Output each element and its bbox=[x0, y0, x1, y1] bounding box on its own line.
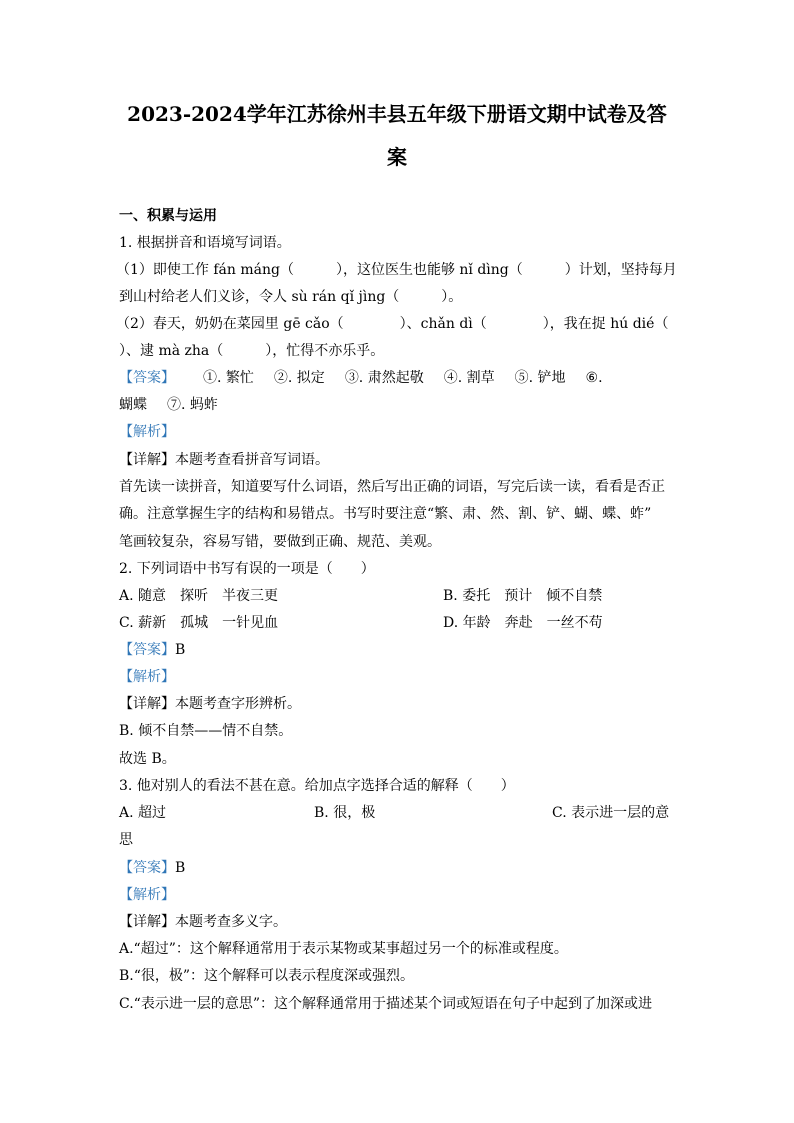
explanation-text: C.“表示进一层的意思”：这个解释通常用于描述某个词或短语在句子中起到了加深或进 bbox=[119, 996, 652, 1012]
analysis-label: 【解析】 bbox=[119, 424, 175, 440]
q1-answer-cont bbox=[119, 395, 238, 415]
explanation-text: B.“很，极”：这个解释可以表示程度深或强烈。 bbox=[119, 968, 415, 984]
analysis-label: 【解析】 bbox=[119, 887, 175, 903]
section-heading: 一、积累与运用 bbox=[119, 208, 217, 224]
explanation-text: 笔画较复杂，容易写错，要做到正确、规范、美观。 bbox=[119, 534, 441, 550]
q1-stem: 1. 根据拼音和语境写词语。 bbox=[119, 235, 291, 251]
detail-text: 【详解】本题考查多义字。 bbox=[119, 914, 287, 930]
q2-stem: 2. 下列词语中书写有误的一项是（ ） bbox=[119, 561, 375, 577]
explanation-text: 确。注意掌握生字的结构和易错点。书写时要注意“繁、肃、然、割、铲、蝴、蝶、蚱” bbox=[119, 506, 652, 522]
answer-label: 【答案】 bbox=[119, 370, 175, 386]
explanation-text: 故选 B。 bbox=[119, 751, 176, 767]
answer-item: ②. 拟定 bbox=[273, 370, 325, 386]
q3-answer bbox=[119, 858, 185, 878]
explanation-text: 首先读一读拼音，知道要写什么词语，然后写出正确的词语，写完后读一读，看看是否正 bbox=[119, 479, 665, 495]
detail-text: 【详解】本题考查字形辨析。 bbox=[119, 696, 301, 712]
q2-option-a: A. 随意 探听 半夜三更 bbox=[119, 588, 279, 604]
q3-stem: 3. 他对别人的看法不甚在意。给加点字选择合适的解释（ ） bbox=[119, 778, 515, 794]
explanation-text: B. 倾不自禁——情不自禁。 bbox=[119, 723, 293, 739]
answer-label: 【答案】 bbox=[119, 642, 175, 658]
q1-line: （2）春天，奶奶在菜园里 gē cǎo（ ）、chǎn dì（ ），我在捉 hú dié（ bbox=[116, 316, 669, 332]
q2-option-b: B. 委托 预计 倾不自禁 bbox=[443, 588, 603, 604]
q3-option-b: B. 很，极 bbox=[314, 805, 376, 821]
q2-option-c: C. 薪新 孤城 一针见血 bbox=[119, 615, 279, 631]
answer-item: ④. 割草 bbox=[443, 370, 495, 386]
answer-item: ⑦. 蚂蚱 bbox=[167, 397, 218, 413]
answer-item: ①. 繁忙 bbox=[203, 370, 254, 386]
q1-answer bbox=[119, 368, 623, 388]
q3-option-c: C. 表示进一层的意 bbox=[552, 805, 670, 821]
document-title: 2023-2024学年江苏徐州丰县五年级下册语文期中试卷及答 bbox=[127, 102, 667, 126]
q1-line: 到山村给老人们义诊，令人 sù rán qǐ jìng（ ）。 bbox=[119, 289, 463, 305]
answer-value: B bbox=[175, 860, 186, 876]
answer-item: 蝴蝶 bbox=[119, 397, 147, 413]
q1-line: ）、逮 mà zha（ ），忙得不亦乐乎。 bbox=[119, 343, 385, 359]
answer-label: 【答案】 bbox=[119, 860, 175, 876]
q1-line: （1）即使工作 fán máng（ ），这位医生也能够 nǐ dìng（ ）计划，坚持每月 bbox=[116, 262, 677, 278]
q3-option-a: A. 超过 bbox=[119, 805, 167, 821]
q2-answer bbox=[119, 640, 185, 660]
explanation-text: A.“超过”：这个解释通常用于表示某物或某事超过另一个的标准或程度。 bbox=[119, 941, 568, 957]
document-title-cont: 案 bbox=[387, 145, 407, 169]
q2-option-d: D. 年龄 奔赴 一丝不苟 bbox=[443, 615, 603, 631]
answer-item: ③. 肃然起敬 bbox=[344, 370, 424, 386]
answer-item: ⑤. 铲地 bbox=[514, 370, 566, 386]
answer-item: ⑥. bbox=[585, 370, 603, 386]
answer-value: B bbox=[175, 642, 186, 658]
detail-text: 【详解】本题考查看拼音写词语。 bbox=[119, 452, 329, 468]
q3-option-c-cont: 思 bbox=[119, 832, 133, 848]
analysis-label: 【解析】 bbox=[119, 669, 175, 685]
